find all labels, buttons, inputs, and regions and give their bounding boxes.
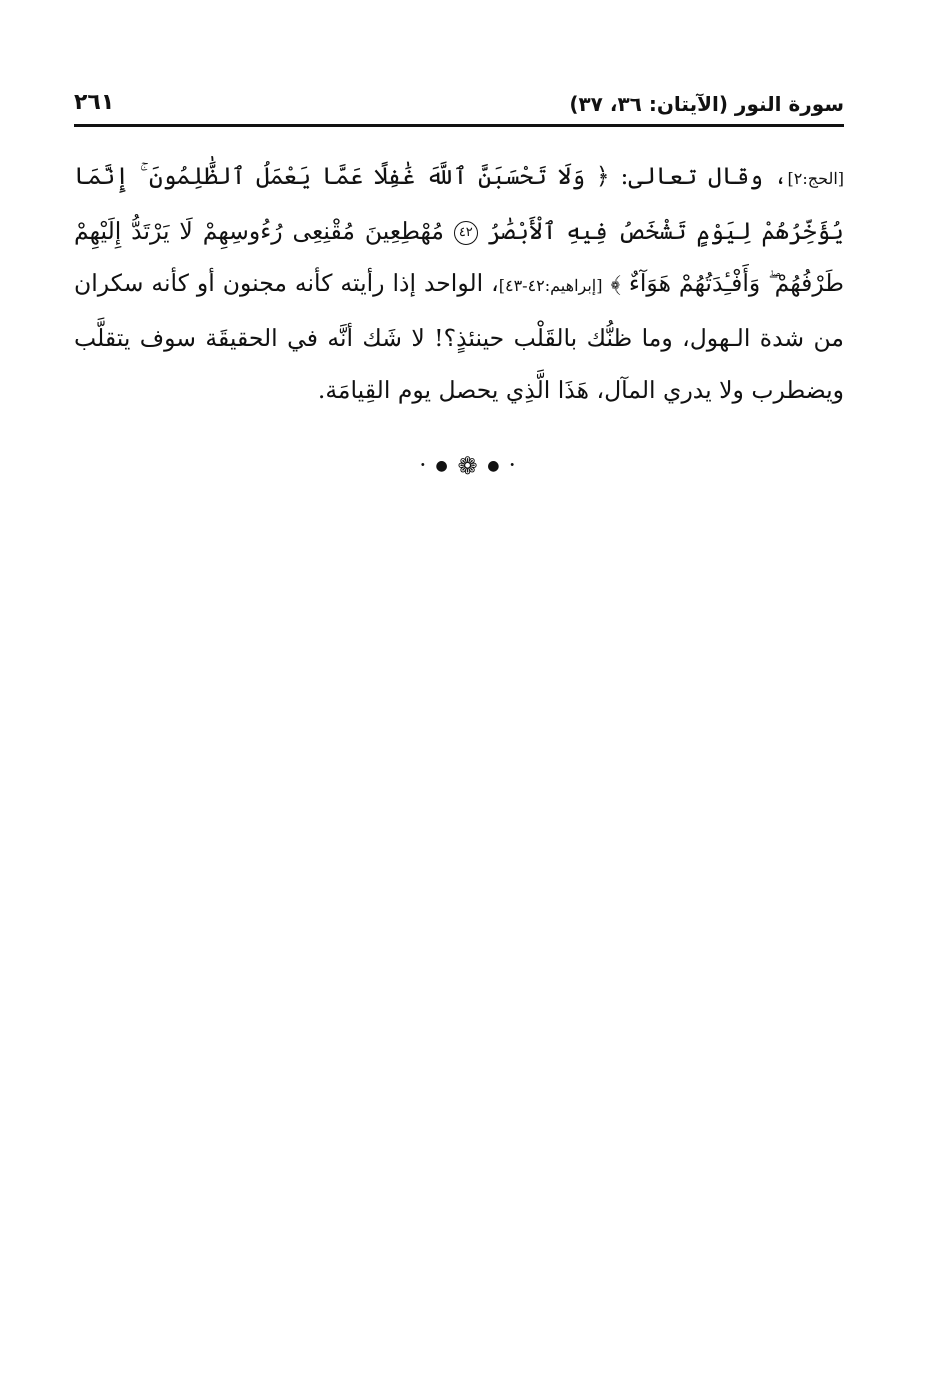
- section-separator: [0, 452, 937, 480]
- ayah-number-marker: ٤٢: [454, 221, 478, 245]
- running-title: سورة النور (الآيتان: ٣٦، ٣٧): [569, 92, 844, 116]
- separator-big-dot: ●: [435, 458, 450, 474]
- separator-ornament-icon: ❁: [457, 452, 480, 480]
- paragraph: [74, 150, 844, 416]
- page-header: [74, 88, 844, 124]
- text-segment-a: ، وقال تعالى: ﴿ وَلَا تَحْسَبَنَّ ٱللَّهَ غَٰفِلًا عَمَّا يَعْمَلُ ٱلظَّٰلِمُونَ ۚ إِنَّمَا يُؤَخِّرُهُمْ لِيَوْمٍ تَشْخَصُ فِيهِ ٱلْأَبْصَٰرُ: [74, 162, 844, 245]
- separator-dot: •: [509, 460, 518, 472]
- text-segment-c: ، الواحد إذا رأيته كأنه مجنون أو كأنه سكران من شدة الـهول، وما ظنُّك بالقَلْب حينئذٍ؟! لا شَك أنَّه في الحقيقَة سوف يتقلَّب ويضطرب ولا يدري المآل، هَذَا الَّذِي يحصل يوم القِيامَة.: [74, 269, 844, 404]
- citation-ibrahim: [إبراهيم:٤٢-٤٣]: [498, 276, 603, 295]
- citation-hajj: [الحج:٢]: [787, 169, 844, 188]
- header-rule: [74, 124, 844, 127]
- page-number: ٢٦١: [74, 90, 115, 115]
- separator-dot: •: [419, 460, 428, 472]
- separator-big-dot: ●: [487, 458, 502, 474]
- text-segment-b: مُهْطِعِينَ مُقْنِعِى رُءُوسِهِمْ لَا يَرْتَدُّ إِلَيْهِمْ طَرْفُهُمْ ۖ وَأَفْـِٔدَتُهُمْ هَوَآءٌ ﴾: [74, 217, 844, 297]
- body-text: [74, 150, 844, 416]
